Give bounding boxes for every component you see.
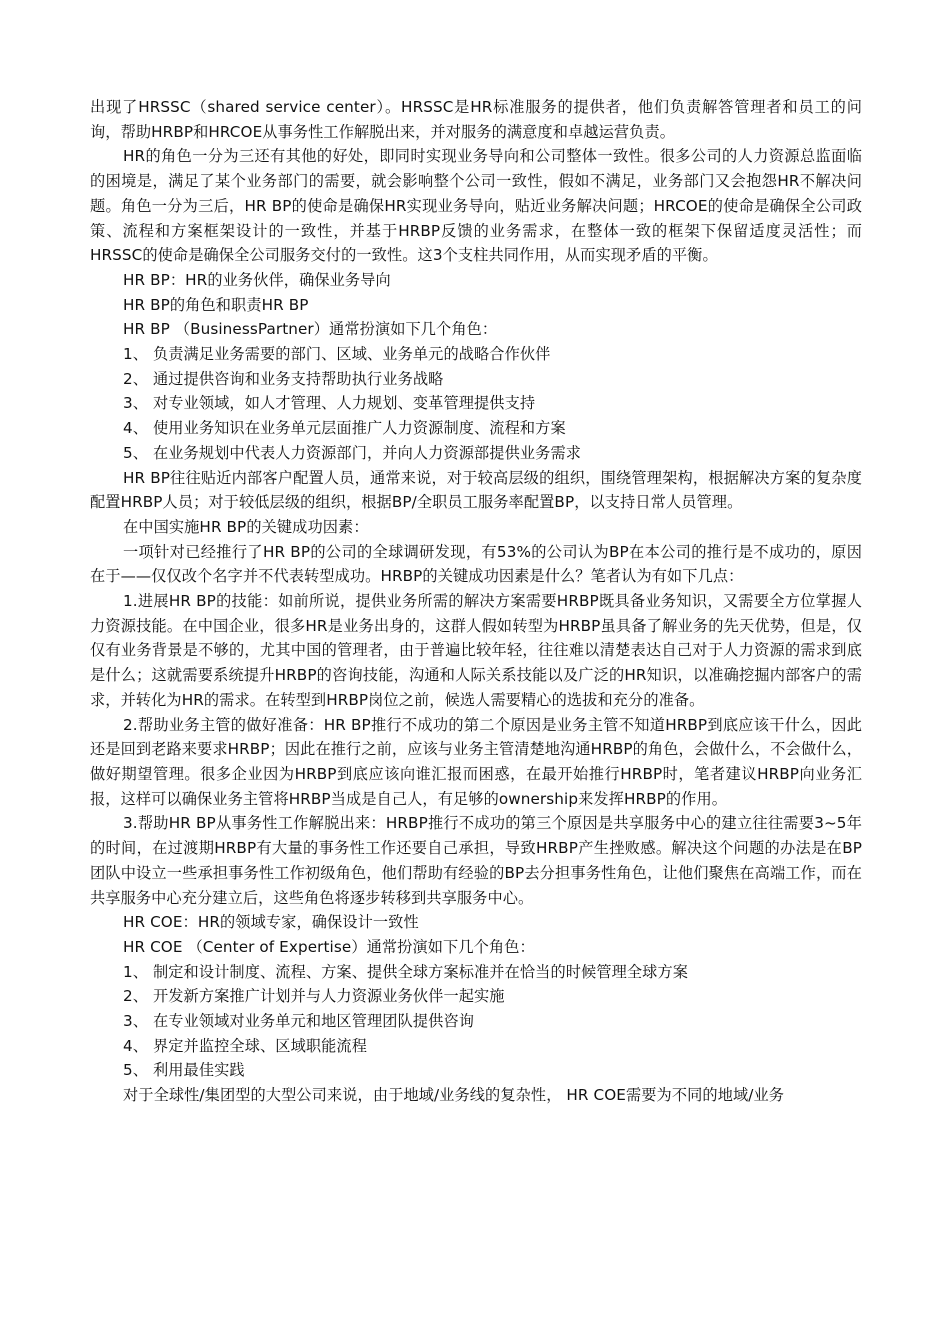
list-item-hrbp-1: 1、 负责满足业务需要的部门、区域、业务单元的战略合作伙伴 bbox=[123, 345, 551, 364]
paragraph-global-survey: 一项针对已经推行了HR BP的公司的全球调研发现，有53%的公司认为BP在本公司的推行是不成功的，原因在于——仅仅改个名字并不代表转型成功。HRBP的关键成功因素是什么？笔者认为有如下几点： bbox=[90, 542, 862, 586]
paragraph-global-companies: 对于全球性/集团型的大型公司来说，由于地域/业务线的复杂性， HR COE需要为不同的地域/业务 bbox=[123, 1086, 785, 1105]
document-page bbox=[90, 95, 862, 1108]
list-item-coe-2: 2、 开发新方案推广计划并与人力资源业务伙伴一起实施 bbox=[123, 987, 505, 1006]
list-item-hrbp-5: 5、 在业务规划中代表人力资源部门，并向人力资源部提供业务需求 bbox=[123, 443, 582, 462]
list-item-hrbp-4: 4、 使用业务知识在业务单元层面推广人力资源制度、流程和方案 bbox=[123, 419, 566, 438]
paragraph-role-split-benefits: HR的角色一分为三还有其他的好处，即同时实现业务导向和公司整体一致性。很多公司的人力资源总监面临的困境是，满足了某个业务部门的需要，就会影响整个公司一致性，假如不满足，业务部门又会抱怨HR不解决问题。角色一分为三后，HR BP的使命是确保HR实现业务导向，贴近业务解决问题；HRCOE的使命是确保全公司政策、流程和方案框架设计的一致性，并基于HRBP反馈的业务需求，在整体一致的框架下保留适度灵活性；而HRSSC的使命是确保全公司服务交付的一致性。这3个支柱共同作用，从而实现矛盾的平衡。 bbox=[90, 147, 862, 265]
paragraph-factor-3: 3.帮助HR BP从事务性工作解脱出来：HRBP推行不成功的第三个原因是共享服务中心的建立往往需要3~5年的时间，在过渡期HRBP有大量的事务性工作还要自己承担，导致HRBP产生挫败感。解决这个问题的办法是在BP团队中设立一些承担事务性工作初级角色，他们帮助有经验的BP去分担事务性角色，让他们聚焦在高端工作，而在共享服务中心充分建立后，这些角色将逐步转移到共享服务中心。 bbox=[90, 814, 862, 907]
list-item-hrbp-3: 3、 对专业领域，如人才管理、人力规划、变革管理提供支持 bbox=[123, 394, 536, 413]
paragraph-factor-1: 1.进展HR BP的技能：如前所说，提供业务所需的解决方案需要HRBP既具备业务知识，又需要全方位掌握人力资源技能。在中国企业，很多HR是业务出身的，这群人假如转型为HRBP虽具备了解业务的先天优势，但是，仅仅有业务背景是不够的，尤其中国的管理者，由于普遍比较年轻，往往难以清楚表达自己对于人力资源的需求到底是什么；这就需要系统提升HRBP的咨询技能，沟通和人际关系技能以及广泛的HR知识，以准确挖掘内部客户的需求，并转化为HR的需求。在转型到HRBP岗位之前，候选人需要精心的选拔和充分的准备。 bbox=[90, 592, 862, 709]
paragraph-hrcoe-roles-intro: HR COE （Center of Expertise）通常扮演如下几个角色： bbox=[123, 937, 535, 956]
subheading-china-success-factors: 在中国实施HR BP的关键成功因素： bbox=[123, 517, 369, 536]
paragraph-hrbp-staffing: HR BP往往贴近内部客户配置人员，通常来说，对于较高层级的组织，围绕管理架构，根据解决方案的复杂度配置HRBP人员；对于较低层级的组织，根据BP/全职员工服务率配置BP，以支持日常人员管理。 bbox=[90, 468, 862, 512]
list-item-coe-3: 3、 在专业领域对业务单元和地区管理团队提供咨询 bbox=[123, 1012, 475, 1031]
paragraph-hrbp-roles-intro: HR BP （BusinessPartner）通常扮演如下几个角色： bbox=[123, 320, 498, 339]
paragraph-factor-2: 2.帮助业务主管的做好准备：HR BP推行不成功的第二个原因是业务主管不知道HRBP到底应该干什么，因此还是回到老路来要求HRBP；因此在推行之前，应该与业务主管清楚地沟通HRBP的角色，会做什么，不会做什么，做好期望管理。很多企业因为HRBP到底应该向谁汇报而困惑，在最开始推行HRBP时，笔者建议HRBP向业务汇报，这样可以确保业务主管将HRBP当成是自己人，有足够的ownership来发挥HRBP的作用。 bbox=[90, 715, 862, 808]
list-item-coe-5: 5、 利用最佳实践 bbox=[123, 1061, 245, 1080]
heading-hrbp: HR BP：HR的业务伙伴，确保业务导向 bbox=[123, 270, 391, 289]
list-item-hrbp-2: 2、 通过提供咨询和业务支持帮助执行业务战略 bbox=[123, 369, 444, 388]
heading-hrcoe: HR COE：HR的领域专家，确保设计一致性 bbox=[123, 913, 419, 932]
list-item-coe-4: 4、 界定并监控全球、区域职能流程 bbox=[123, 1036, 368, 1055]
paragraph-hrssc-intro: 出现了HRSSC（shared service center）。HRSSC是HR标准服务的提供者，他们负责解答管理者和员工的问询，帮助HRBP和HRCOE从事务性工作解脱出来，并对服务的满意度和卓越运营负责。 bbox=[90, 98, 862, 141]
subheading-hrbp-roles: HR BP的角色和职责HR BP bbox=[123, 295, 309, 314]
list-item-coe-1: 1、 制定和设计制度、流程、方案、提供全球方案标准并在恰当的时候管理全球方案 bbox=[123, 962, 689, 981]
